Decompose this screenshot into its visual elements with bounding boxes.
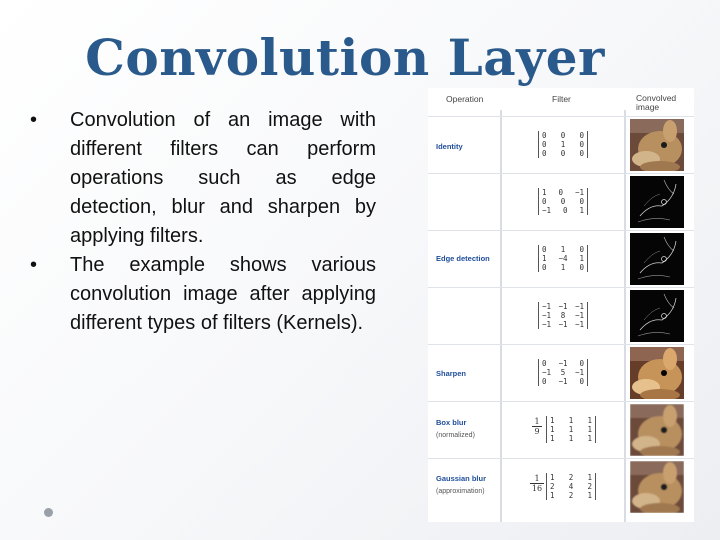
kernel-matrix	[538, 188, 588, 215]
matrix-cell: 1	[587, 434, 592, 443]
fraction-numerator: 1	[532, 417, 542, 427]
matrix-row	[550, 425, 592, 434]
kernel-matrix	[546, 473, 596, 500]
matrix-cell: −1	[542, 311, 552, 320]
matrix-cell: −1	[542, 320, 552, 329]
matrix-cell: 0	[542, 149, 547, 158]
bullet-item	[30, 251, 376, 338]
matrix-cell: −4	[558, 254, 568, 263]
matrix-row	[542, 140, 584, 149]
matrix-cell: 1	[579, 206, 584, 215]
matrix-row	[550, 434, 592, 443]
bullet-text: The example shows various convolution image after applying different types of filters (Kernels).	[70, 254, 376, 334]
matrix-cell: 1	[542, 188, 547, 197]
matrix-cell: 1	[568, 425, 574, 434]
matrix-cell: −1	[558, 302, 568, 311]
matrix-cell: 0	[542, 263, 547, 272]
matrix-row	[542, 359, 584, 368]
row-divider	[428, 116, 694, 117]
operation-sublabel: (approximation)	[436, 488, 485, 495]
convolved-image-thumbnail	[630, 404, 684, 456]
header-operation: Operation	[446, 94, 484, 104]
matrix-cell: 0	[579, 359, 584, 368]
matrix-cell: 1	[550, 473, 555, 482]
matrix-cell: 1	[550, 434, 555, 443]
matrix-row	[542, 311, 584, 320]
matrix-cell: −1	[542, 302, 552, 311]
matrix-cell: −1	[558, 320, 568, 329]
matrix-cell: 0	[579, 131, 584, 140]
bullet-marker: •	[30, 254, 38, 276]
operation-label: Sharpen	[436, 369, 467, 378]
matrix-cell: 1	[560, 263, 566, 272]
matrix-cell: 1	[560, 140, 566, 149]
matrix-cell: −1	[558, 377, 568, 386]
row-divider	[428, 401, 694, 402]
matrix-row	[542, 368, 584, 377]
matrix-cell: 2	[568, 491, 574, 500]
matrix-row	[542, 206, 584, 215]
fraction-denominator: 9	[534, 427, 540, 436]
bullet-item	[30, 106, 376, 251]
slide-title: Convolution Layer	[85, 28, 605, 87]
matrix-row	[542, 245, 584, 254]
matrix-cell: 2	[550, 482, 555, 491]
operation-sublabel: (normalized)	[436, 432, 475, 439]
convolved-image-thumbnail	[630, 461, 684, 513]
matrix-row	[542, 254, 584, 263]
matrix-cell: 1	[587, 425, 592, 434]
matrix-cell: 1	[550, 491, 555, 500]
fraction-numerator: 1	[530, 474, 544, 484]
matrix-cell: 1	[568, 434, 574, 443]
matrix-row	[542, 302, 584, 311]
matrix-cell: 0	[560, 197, 566, 206]
matrix-cell: −1	[574, 188, 584, 197]
matrix-cell: 1	[550, 416, 555, 425]
column-divider	[624, 110, 626, 522]
matrix-cell: 4	[568, 482, 574, 491]
matrix-cell: 0	[560, 131, 566, 140]
matrix-row	[550, 473, 592, 482]
matrix-cell: 0	[579, 377, 584, 386]
gaussian-blur-fraction	[530, 474, 544, 493]
matrix-row	[550, 482, 592, 491]
matrix-cell: 0	[558, 188, 563, 197]
row-divider	[428, 230, 694, 231]
matrix-row	[542, 263, 584, 272]
kernel-matrix	[538, 359, 588, 386]
matrix-cell: 0	[542, 131, 547, 140]
matrix-row	[542, 131, 584, 140]
convolved-image-thumbnail	[630, 347, 684, 399]
matrix-cell: 0	[579, 245, 584, 254]
kernel-table-figure	[428, 88, 694, 522]
kernel-matrix	[538, 302, 588, 329]
row-divider	[428, 458, 694, 459]
row-divider	[428, 173, 694, 174]
operation-label: Identity	[436, 142, 463, 151]
matrix-cell: −1	[574, 368, 584, 377]
fraction-denominator: 16	[531, 484, 543, 493]
row-divider	[428, 344, 694, 345]
row-divider	[428, 287, 694, 288]
matrix-cell: 0	[542, 377, 547, 386]
operation-label: Box blur	[436, 418, 467, 427]
matrix-cell: −1	[542, 206, 552, 215]
header-convolved: Convolved image	[636, 93, 677, 112]
matrix-cell: −1	[558, 359, 568, 368]
bullet-marker: •	[30, 109, 38, 131]
matrix-row	[542, 377, 584, 386]
matrix-row	[542, 320, 584, 329]
matrix-cell: 0	[542, 359, 547, 368]
bullet-list	[30, 106, 376, 338]
matrix-cell: 0	[542, 140, 547, 149]
matrix-cell: 1	[579, 254, 584, 263]
kernel-matrix	[546, 416, 596, 443]
matrix-cell: 1	[550, 425, 555, 434]
matrix-cell: 0	[542, 245, 547, 254]
header-filter: Filter	[552, 94, 571, 104]
matrix-cell: 5	[560, 368, 566, 377]
matrix-row	[542, 197, 584, 206]
matrix-cell: −1	[574, 302, 584, 311]
matrix-row	[542, 149, 584, 158]
kernel-matrix	[538, 131, 588, 158]
matrix-cell: 0	[579, 140, 584, 149]
matrix-cell: −1	[574, 311, 584, 320]
matrix-cell: 0	[579, 197, 584, 206]
matrix-cell: 0	[563, 206, 568, 215]
matrix-cell: −1	[574, 320, 584, 329]
decorative-dot	[44, 508, 53, 517]
box-blur-fraction	[532, 417, 542, 436]
matrix-cell: −1	[542, 368, 552, 377]
matrix-cell: 1	[542, 254, 547, 263]
kernel-matrix	[538, 245, 588, 272]
matrix-cell: 0	[542, 197, 547, 206]
matrix-cell: 2	[568, 473, 574, 482]
matrix-cell: 8	[560, 311, 566, 320]
operation-label: Edge detection	[436, 254, 490, 263]
convolved-image-thumbnail	[630, 290, 684, 342]
convolved-image-thumbnail	[630, 233, 684, 285]
convolved-image-thumbnail	[630, 176, 684, 228]
convolved-image-thumbnail	[630, 119, 684, 171]
matrix-cell: 2	[587, 482, 592, 491]
matrix-cell: 1	[568, 416, 574, 425]
operation-label: Gaussian blur	[436, 474, 487, 483]
matrix-row	[542, 188, 584, 197]
bullet-text: Convolution of an image with different filters can perform operations such as edge detection, blur and sharpen by applying filters.	[70, 109, 376, 247]
matrix-row	[550, 491, 592, 500]
matrix-cell: 1	[587, 416, 592, 425]
column-divider	[500, 110, 502, 522]
matrix-row	[550, 416, 592, 425]
matrix-cell: 0	[560, 149, 566, 158]
matrix-cell: 0	[579, 263, 584, 272]
matrix-cell: 0	[579, 149, 584, 158]
matrix-cell: 1	[587, 491, 592, 500]
matrix-cell: 1	[560, 245, 566, 254]
matrix-cell: 1	[587, 473, 592, 482]
